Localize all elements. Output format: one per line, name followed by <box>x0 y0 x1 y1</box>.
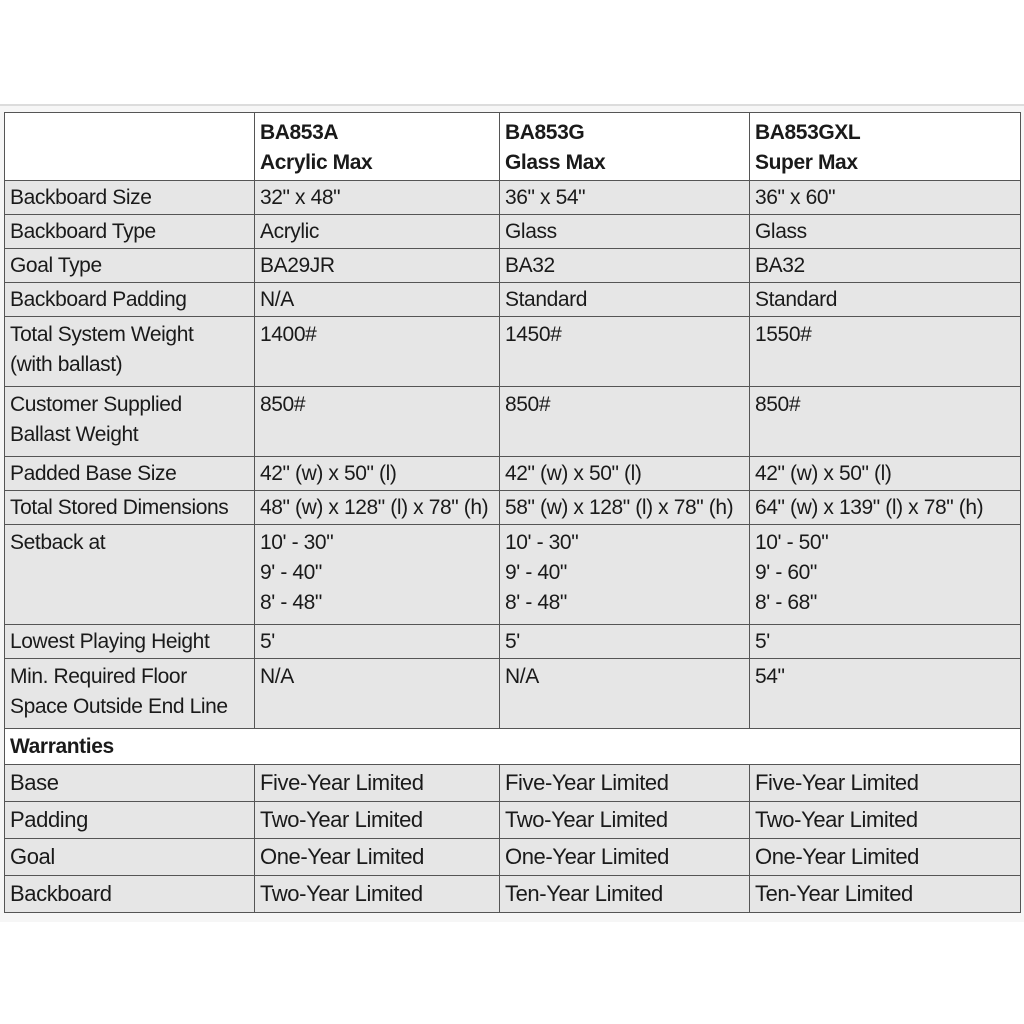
spec-row-backboard-padding <box>5 283 1021 317</box>
spec-row-padded-base-size <box>5 457 1021 491</box>
spec-value: 32" x 48" <box>255 181 500 215</box>
warranty-value: Two-Year Limited <box>500 802 750 839</box>
spec-value: Standard <box>500 283 750 317</box>
spec-value: Standard <box>750 283 1021 317</box>
warranty-value: Ten-Year Limited <box>750 876 1021 913</box>
spec-value: BA32 <box>750 249 1021 283</box>
spec-row-total-system-weight <box>5 317 1021 387</box>
spec-value <box>500 525 750 625</box>
spec-row-lowest-playing-height <box>5 625 1021 659</box>
model-name: Acrylic Max <box>260 151 373 174</box>
row-label: Goal Type <box>5 249 255 283</box>
spec-value: 36" x 60" <box>750 181 1021 215</box>
spec-value: 1400# <box>255 317 500 387</box>
spec-value: BA29JR <box>255 249 500 283</box>
spec-value: 5' <box>500 625 750 659</box>
model-name: Glass Max <box>505 151 606 174</box>
model-header-cell <box>255 113 500 181</box>
spec-value: Acrylic <box>255 215 500 249</box>
row-label: Backboard Type <box>5 215 255 249</box>
row-label <box>5 317 255 387</box>
warranty-row-base <box>5 765 1021 802</box>
warranty-value: Two-Year Limited <box>255 876 500 913</box>
setback-line: 10' - 30" <box>505 531 579 554</box>
model-code: BA853A <box>260 121 339 144</box>
model-code: BA853G <box>505 121 585 144</box>
header-corner-cell <box>5 113 255 181</box>
warranty-value: Five-Year Limited <box>255 765 500 802</box>
spec-row-backboard-size <box>5 181 1021 215</box>
row-label: Padded Base Size <box>5 457 255 491</box>
spec-value: 54" <box>750 659 1021 729</box>
setback-line: 9' - 40" <box>260 561 322 584</box>
row-label: Backboard <box>5 876 255 913</box>
setback-line: 8' - 48" <box>505 591 567 614</box>
spec-value: BA32 <box>500 249 750 283</box>
section-title: Warranties <box>5 729 1021 765</box>
spec-value: N/A <box>255 283 500 317</box>
row-label: Setback at <box>5 525 255 625</box>
spec-row-ballast-weight <box>5 387 1021 457</box>
row-label <box>5 387 255 457</box>
row-label-line: Space Outside End Line <box>10 695 228 718</box>
spec-value: 850# <box>255 387 500 457</box>
spec-row-min-floor-space <box>5 659 1021 729</box>
warranties-section-row <box>5 729 1021 765</box>
row-label: Backboard Padding <box>5 283 255 317</box>
row-label-line: Total System Weight <box>10 323 194 346</box>
warranty-value: Ten-Year Limited <box>500 876 750 913</box>
warranty-value: Two-Year Limited <box>255 802 500 839</box>
spec-value: 36" x 54" <box>500 181 750 215</box>
row-label: Padding <box>5 802 255 839</box>
row-label: Backboard Size <box>5 181 255 215</box>
spec-value: 58" (w) x 128" (l) x 78" (h) <box>500 491 750 525</box>
spec-value: 5' <box>255 625 500 659</box>
warranty-value: Five-Year Limited <box>500 765 750 802</box>
spec-value: 42" (w) x 50" (l) <box>500 457 750 491</box>
spec-value: 64" (w) x 139" (l) x 78" (h) <box>750 491 1021 525</box>
model-header-row <box>5 113 1021 181</box>
spec-value: 42" (w) x 50" (l) <box>750 457 1021 491</box>
row-label: Total Stored Dimensions <box>5 491 255 525</box>
row-label-line: Ballast Weight <box>10 423 139 446</box>
row-label-line: Customer Supplied <box>10 393 182 416</box>
spec-value: Glass <box>750 215 1021 249</box>
warranty-value: One-Year Limited <box>750 839 1021 876</box>
spec-comparison-table <box>4 112 1021 913</box>
row-label-line: Min. Required Floor <box>10 665 187 688</box>
spec-value: N/A <box>500 659 750 729</box>
warranty-value: One-Year Limited <box>500 839 750 876</box>
model-header-cell <box>750 113 1021 181</box>
warranty-value: Two-Year Limited <box>750 802 1021 839</box>
setback-line: 9' - 40" <box>505 561 567 584</box>
spec-value: 5' <box>750 625 1021 659</box>
spec-value <box>255 525 500 625</box>
setback-line: 10' - 50" <box>755 531 829 554</box>
spec-value: Glass <box>500 215 750 249</box>
model-code: BA853GXL <box>755 121 861 144</box>
model-header-cell <box>500 113 750 181</box>
setback-line: 8' - 68" <box>755 591 817 614</box>
setback-line: 10' - 30" <box>260 531 334 554</box>
row-label <box>5 659 255 729</box>
warranty-value: One-Year Limited <box>255 839 500 876</box>
warranty-value: Five-Year Limited <box>750 765 1021 802</box>
row-label: Goal <box>5 839 255 876</box>
spec-row-total-stored-dimensions <box>5 491 1021 525</box>
warranty-row-backboard <box>5 876 1021 913</box>
setback-line: 9' - 60" <box>755 561 817 584</box>
row-label: Base <box>5 765 255 802</box>
spec-value: N/A <box>255 659 500 729</box>
spec-value: 1450# <box>500 317 750 387</box>
model-name: Super Max <box>755 151 858 174</box>
row-label: Lowest Playing Height <box>5 625 255 659</box>
warranty-row-padding <box>5 802 1021 839</box>
spec-value: 42" (w) x 50" (l) <box>255 457 500 491</box>
spec-value: 850# <box>500 387 750 457</box>
warranty-row-goal <box>5 839 1021 876</box>
row-label-line: (with ballast) <box>10 353 123 376</box>
spec-value <box>750 525 1021 625</box>
spec-row-goal-type <box>5 249 1021 283</box>
spec-value: 850# <box>750 387 1021 457</box>
spec-row-backboard-type <box>5 215 1021 249</box>
spec-row-setback <box>5 525 1021 625</box>
spec-value: 48" (w) x 128" (l) x 78" (h) <box>255 491 500 525</box>
setback-line: 8' - 48" <box>260 591 322 614</box>
spec-value: 1550# <box>750 317 1021 387</box>
